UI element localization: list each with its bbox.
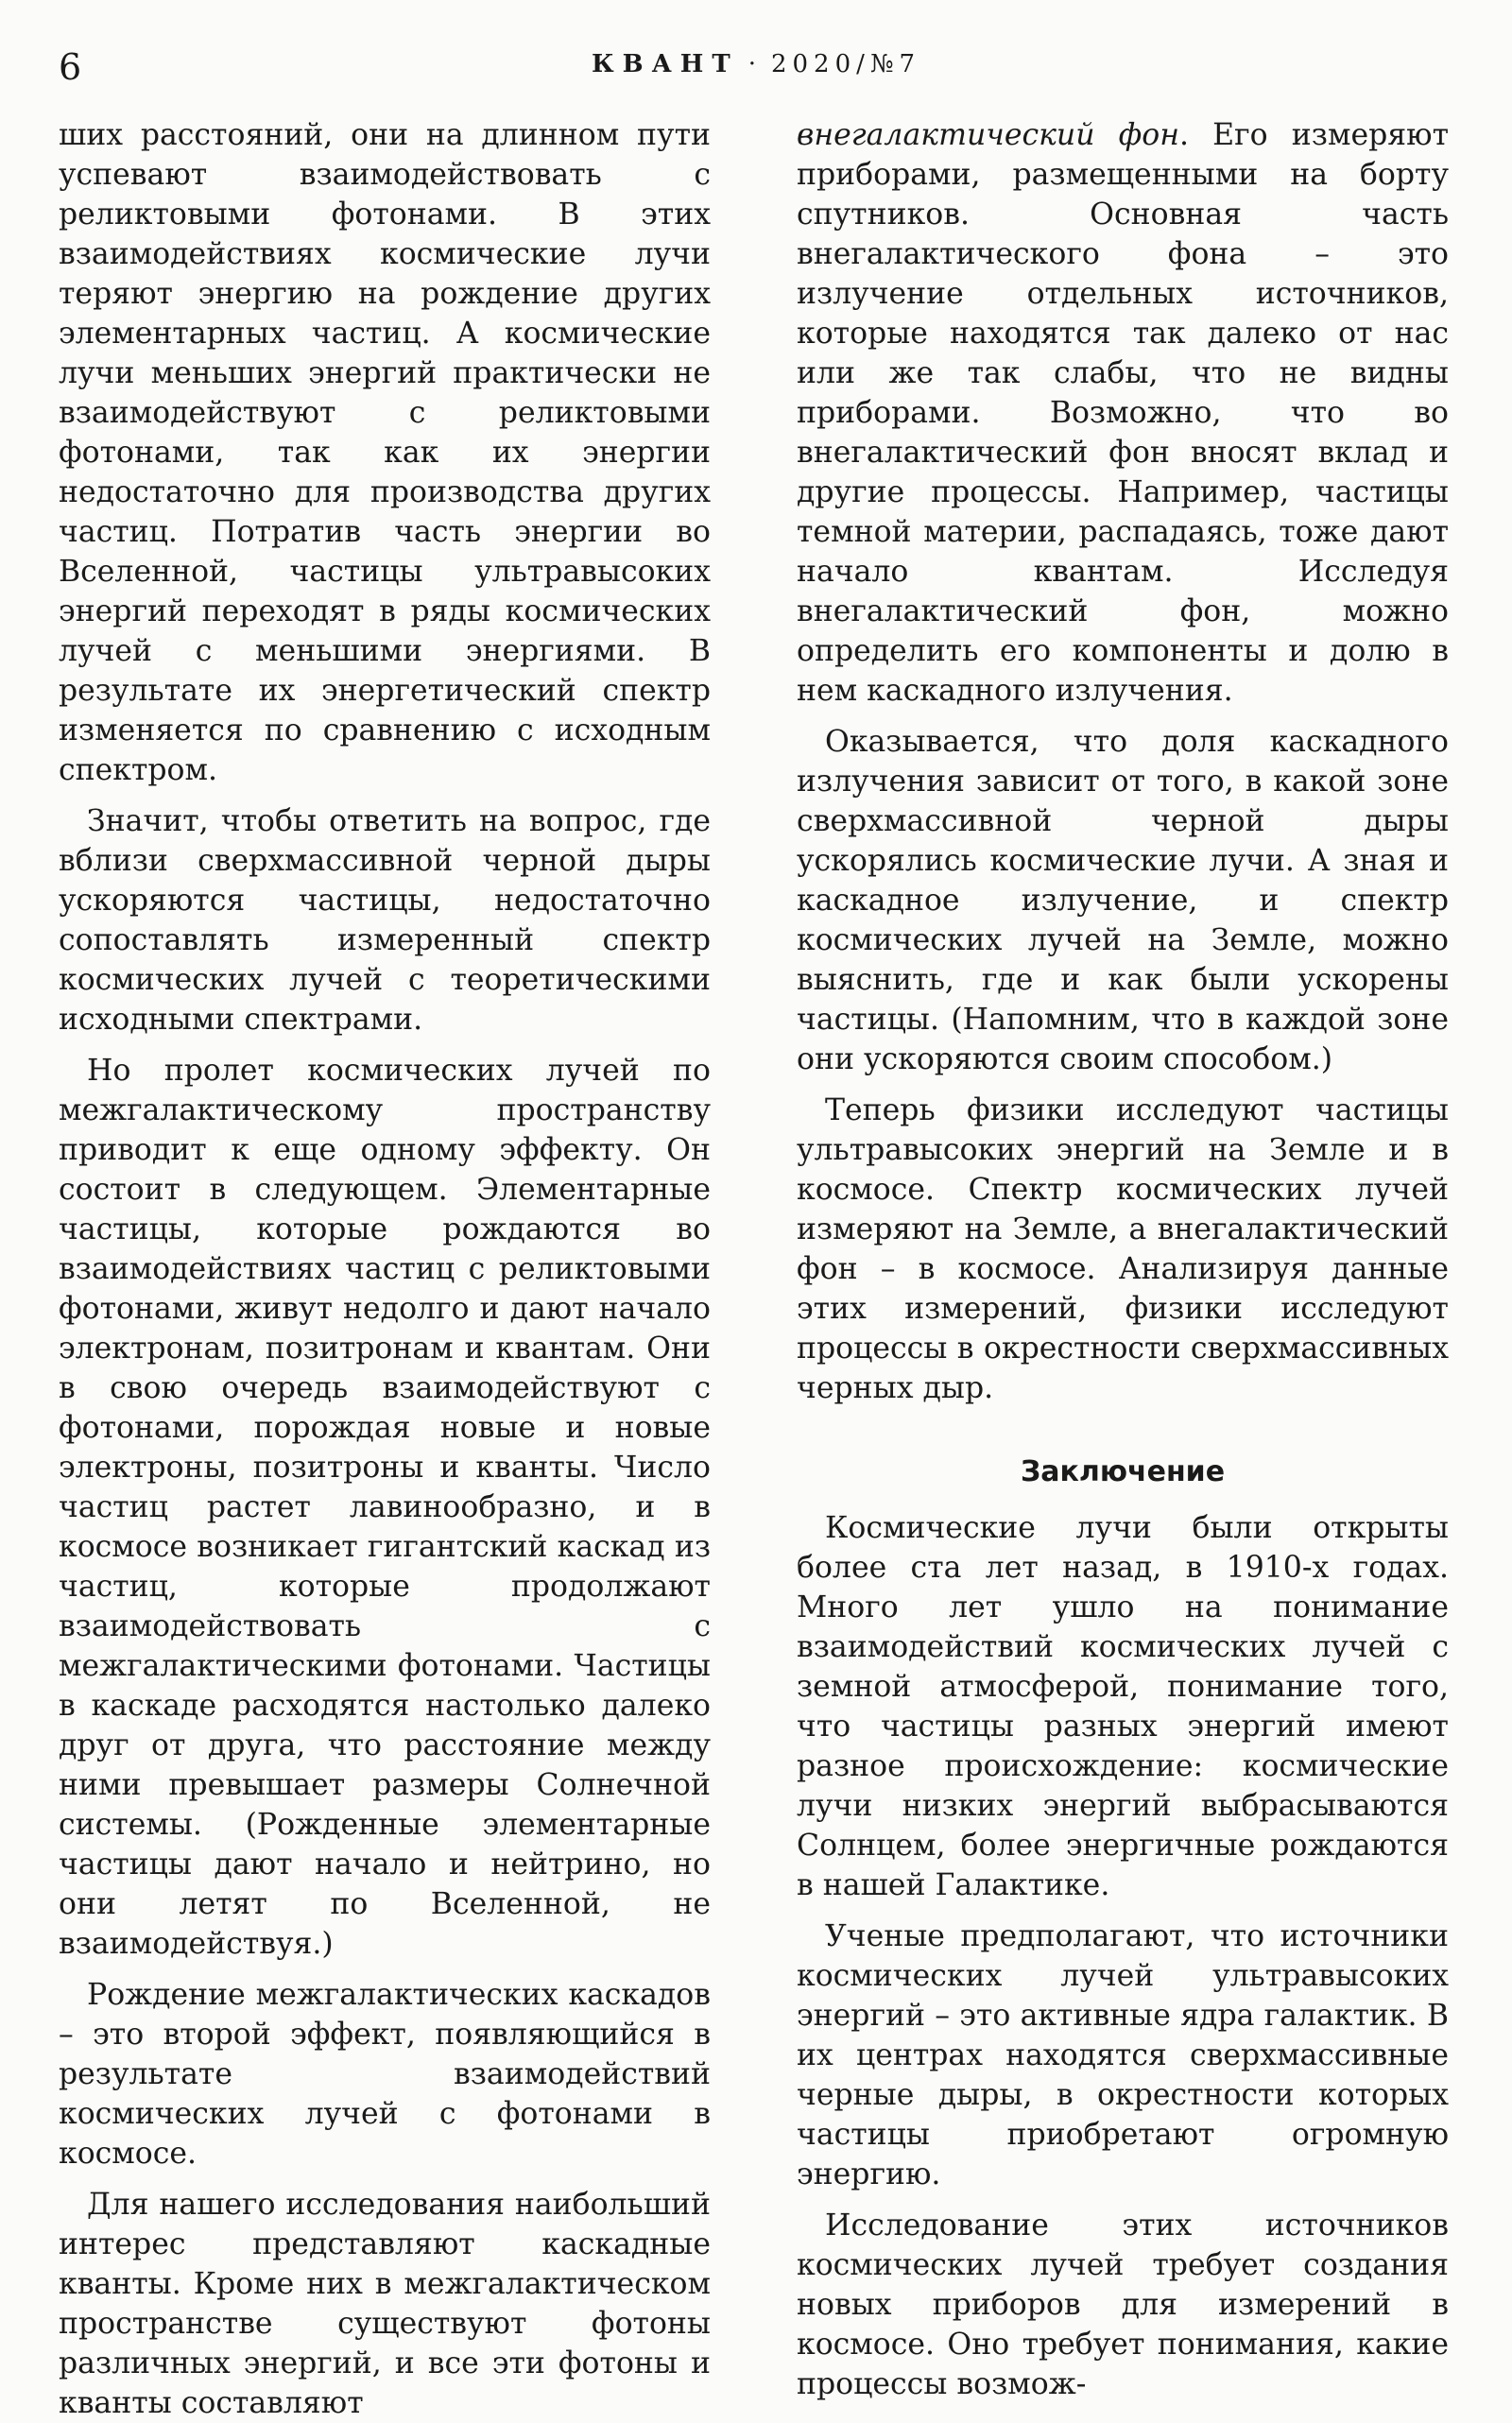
paragraph-continued: ших расстояний, они на длинном пути успевают взаимодействовать с реликтовыми фотонами. В этих взаимодействиях космические лучи теряют энергию на рождение других элементарных частиц. А космические лучи меньших энергий практически не взаимодействуют с реликтовыми фотонами, так как их энергии недостаточно для производства других частиц. Потратив часть энергии во Вселенной, частицы ультравысоких энергий переходят в ряды космических лучей с меньшими энергиями. В результате их энергетический спектр изменяется по сравнению с исходным спектром.	[59, 118, 711, 787]
running-head	[0, 47, 1512, 81]
header-separator: ·	[747, 50, 762, 78]
section-title: Заключение	[1020, 1455, 1226, 1488]
magazine-title: КВАНТ	[591, 50, 739, 78]
paragraph: Но пролет космических лучей по межгалактическому пространству приводит к еще одному эффекту. Он состоит в следующем. Элементарные частицы, которые рождаются во взаимодействиях частиц с реликтовыми фотонами, живут недолго и дают начало электронам, позитронам и квантам. Они в свою очередь взаимодействуют с фотонами, порождая новые и новые электроны, позитроны и кванты. Число частиц растет лавинообразно, и в космосе возникает гигантский каскад из частиц, которые продолжают взаимодействовать с межгалактическими фотонами. Частицы в каскаде расходятся настолько далеко друг от друга, что расстояние между ними превышает размеры Солнечной системы. (Рожденные элементарные частицы дают начало и нейтрино, но они летят по Вселенной, не взаимодействуя.)	[59, 1054, 711, 1961]
paragraph: Теперь физики исследуют частицы ультравысоких энергий на Земле и в космосе. Спектр космических лучей измеряют на Земле, а внегалактический фон – в космосе. Анализируя данные этих измерений, физики исследуют процессы в окрестности сверхмассивных черных дыр.	[797, 1093, 1449, 1405]
page-number: 6	[59, 46, 82, 88]
paragraph: Рождение межгалактических каскадов – это второй эффект, появляющийся в результате взаимодействий космических лучей с фотонами в космосе.	[59, 1978, 711, 2171]
right-column	[797, 115, 1449, 2404]
paragraph: Оказывается, что доля каскадного излучения зависит от того, в какой зоне сверхмассивной черной дыры ускорялись космические лучи. А зная и каскадное излучение, и спектр космических лучей на Земле, можно выяснить, где и как были ускорены частицы. (Напомним, что в каждой зоне они ускоряются своим способом.)	[797, 725, 1449, 1076]
paragraph: Ученые предполагают, что источники космических лучей ультравысоких энергий – это активные ядра галактик. В их центрах находятся сверхмассивные черные дыры, в окрестности которых частицы приобретают огромную энергию.	[797, 1919, 1449, 2191]
paragraph: Исследование этих источников космических лучей требует создания новых приборов для измерений в космосе. Оно требует понимания, какие процессы возмож-	[797, 2208, 1449, 2401]
paragraph: Значит, чтобы ответить на вопрос, где вблизи сверхмассивной черной дыры ускоряются частицы, недостаточно сопоставлять измеренный спектр космических лучей с теоретическими исходными спектрами.	[59, 804, 711, 1037]
paragraph-continued	[797, 115, 1449, 711]
paragraph-text: . Его измеряют приборами, размещенными на борту спутников. Основная часть внегалактического фона – это излучение отдельных источников, которые находятся так далеко от нас или же так слабы, что не видны приборами. Возможно, что во внегалактический фон вносят вклад и другие процессы. Например, частицы темной материи, распадаясь, тоже дают начало квантам. Исследуя внегалактический фон, можно определить его компоненты и долю в нем каскадного излучения.	[797, 118, 1449, 708]
paragraph: Для нашего исследования наибольший интерес представляют каскадные кванты. Кроме них в межгалактическом пространстве существуют фотоны различных энергий, и все эти фотоны и кванты составляют	[59, 2188, 711, 2420]
issue-label: 2020/№7	[770, 50, 921, 78]
paragraph: Космические лучи были открыты более ста лет назад, в 1910-х годах. Много лет ушло на понимание взаимодействий космических лучей с земной атмосферой, понимание того, что частицы разных энергий имеют разное происхождение: космические лучи низких энергий выбрасываются Солнцем, более энергичные рождаются в нашей Галактике.	[797, 1511, 1449, 1902]
left-column	[59, 115, 711, 2423]
italic-term: внегалактический фон	[797, 118, 1180, 152]
